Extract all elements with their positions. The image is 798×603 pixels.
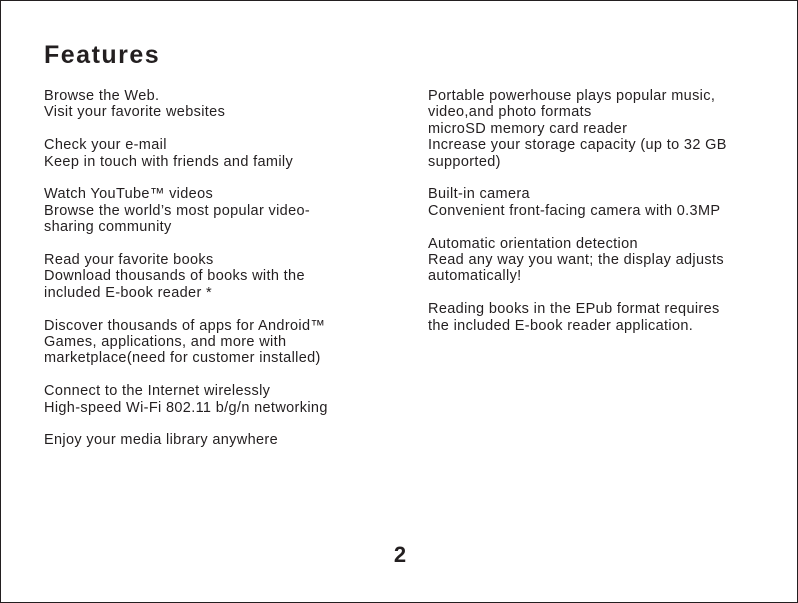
- feature-line: Convenient front-facing camera with 0.3MP: [428, 202, 721, 219]
- feature-line: Games, applications, and more with: [44, 334, 287, 351]
- feature-line: sharing community: [44, 219, 172, 236]
- feature-line: automatically!: [428, 268, 522, 285]
- feature-line: Portable powerhouse plays popular music,: [428, 88, 716, 104]
- feature-line: Reading books in the EPub format requires: [428, 301, 720, 318]
- feature-line: Download thousands of books with the: [44, 268, 305, 285]
- feature-line: Keep in touch with friends and family: [44, 153, 294, 170]
- feature-line: Check your e-mail: [44, 137, 167, 154]
- feature-line: Watch YouTube™ videos: [44, 186, 214, 203]
- feature-line: the included E-book reader application.: [428, 317, 694, 334]
- feature-line: microSD memory card reader: [428, 120, 628, 137]
- feature-line: Read any way you want; the display adjusts: [428, 252, 724, 269]
- feature-block: [44, 137, 394, 170]
- page-number: 2: [393, 542, 407, 567]
- feature-block: [44, 252, 394, 301]
- feature-line: Built-in camera: [428, 186, 530, 203]
- feature-block: [428, 236, 758, 285]
- feature-line: Read your favorite books: [44, 252, 214, 269]
- feature-block: [44, 88, 394, 121]
- feature-block: [44, 186, 394, 235]
- feature-line: Browse the world’s most popular video-: [44, 202, 311, 219]
- feature-block: [44, 432, 394, 448]
- feature-line: video,and photo formats: [428, 104, 592, 121]
- feature-block: [428, 301, 758, 334]
- feature-line: Enjoy your media library anywhere: [44, 432, 278, 449]
- page-title: Features: [44, 41, 161, 69]
- right-column: [428, 88, 758, 350]
- feature-line: High-speed Wi-Fi 802.11 b/g/n networking: [44, 399, 328, 416]
- feature-line: included E-book reader *: [44, 284, 212, 301]
- feature-line: Increase your storage capacity (up to 32 GB: [428, 137, 727, 154]
- feature-block: [428, 186, 758, 219]
- feature-block: [428, 88, 758, 170]
- feature-line: Connect to the Internet wirelessly: [44, 383, 271, 400]
- feature-block: [44, 383, 394, 416]
- feature-line: Automatic orientation detection: [428, 235, 638, 252]
- feature-line: Visit your favorite websites: [44, 104, 226, 121]
- feature-line: supported): [428, 153, 501, 170]
- left-column: [44, 88, 394, 465]
- feature-block: [44, 318, 394, 367]
- feature-line: Discover thousands of apps for Android™: [44, 317, 326, 334]
- feature-line: marketplace(need for customer installed): [44, 350, 321, 367]
- feature-line: Browse the Web.: [44, 88, 160, 104]
